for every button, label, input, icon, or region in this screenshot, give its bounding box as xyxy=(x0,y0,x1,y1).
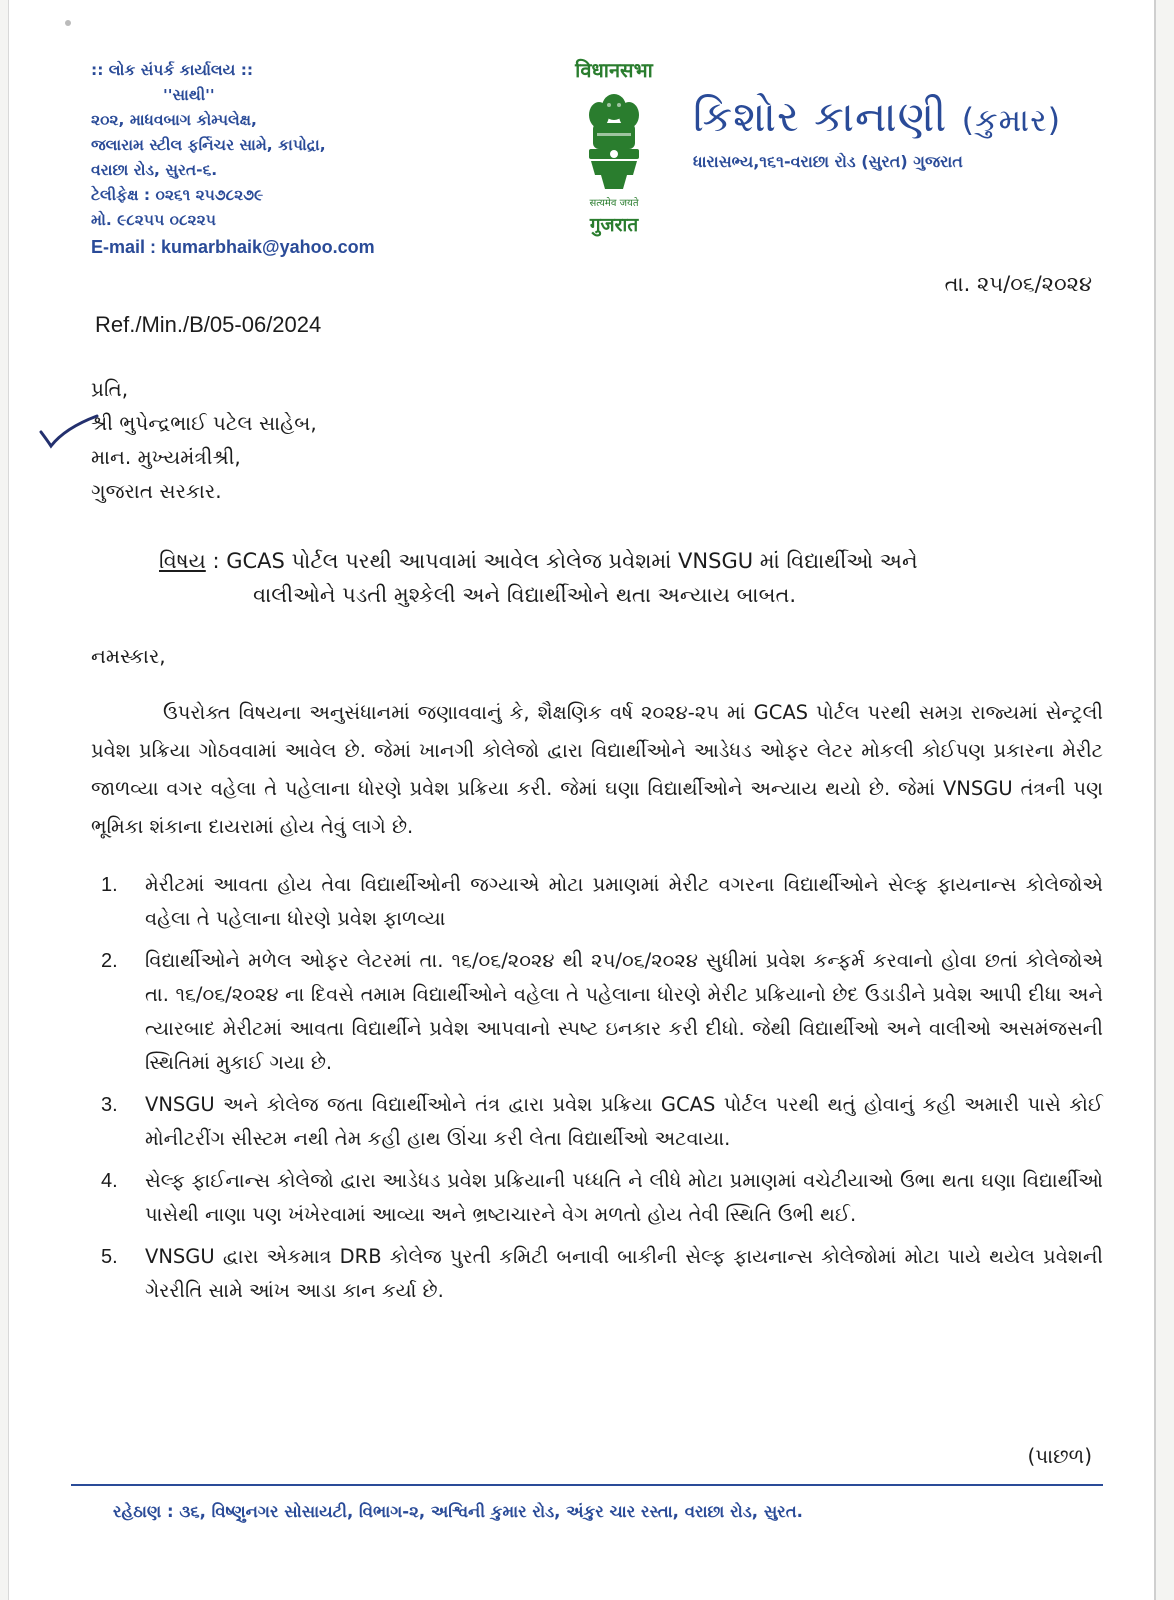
office-mobile: મો. ૯૮૨૫૫ ૦૮૨૨૫ xyxy=(91,211,216,229)
emblem-state-label: गुजरात xyxy=(589,214,639,236)
mla-name-block xyxy=(693,92,1113,172)
scan-mark xyxy=(65,20,71,26)
subject-label: વિષય xyxy=(159,549,206,573)
ashoka-emblem-icon xyxy=(579,89,649,193)
list-item-number: 4. xyxy=(101,1170,118,1192)
list-item xyxy=(101,1088,1103,1156)
continued-marker: (પાછળ) xyxy=(1027,1444,1092,1468)
list-item-number: 3. xyxy=(101,1094,118,1116)
recipient-line: ગુજરાત સરકાર. xyxy=(91,479,222,503)
mla-name xyxy=(693,92,1113,142)
letter-page xyxy=(8,0,1156,1600)
office-name: ''સાથી'' xyxy=(163,86,215,104)
office-address-block xyxy=(91,58,471,260)
list-item-text: મેરીટમાં આવતા હોય તેવા વિદ્યાર્થીઓની જગ્યાએ મોટા પ્રમાણમાં મેરીટ વગરના વિદ્યાર્થીઓને સેલ્ફ ફાયનાન્સ કોલેજોએ વહેલા તે પહેલાના ધોરણે પ્રવેશ ફાળવ્યા xyxy=(145,873,1103,930)
recipient-line: માન. મુખ્યમંત્રીશ્રી, xyxy=(91,445,241,469)
office-telefax: ટેલીફેક્ષ : ૦૨૬૧ ૨૫૭૮૨૭૯ xyxy=(91,186,264,204)
list-item-text: VNSGU અને કોલેજ જતા વિદ્યાર્થીઓને તંત્ર દ્વારા પ્રવેશ પ્રક્રિયા GCAS પોર્ટલ પરથી થતું હોવાનું કહી અમારી પાસે કોઈ મોનીટરીંગ સીસ્ટમ નથી તેમ કહી હાથ ઊંચા કરી લેતા વિદ્યાર્થીઓ અટવાયા. xyxy=(145,1093,1103,1150)
emblem-house-label: विधानसभा xyxy=(575,58,653,82)
list-item xyxy=(101,1240,1103,1308)
mla-alias: (કુમાર) xyxy=(961,101,1062,139)
points-list xyxy=(101,868,1103,1316)
mla-designation: ધારાસભ્ય,૧૬૧-વરાછા રોડ (સુરત) ગુજરાત xyxy=(693,152,963,171)
list-item xyxy=(101,1164,1103,1232)
subject-block xyxy=(159,544,1103,612)
list-item-number: 1. xyxy=(101,874,118,896)
footer-divider xyxy=(71,1484,1103,1486)
footer-residence: રહેઠાણ : ૩૬, વિષ્ણુનગર સોસાયટી, વિભાગ-૨, અશ્વિની કુમાર રોડ, અંકુર ચાર રસ્તા, વરાછા રોડ, સુરત. xyxy=(113,1502,803,1521)
greeting: નમસ્કાર, xyxy=(91,644,166,668)
list-item-text: વિદ્યાર્થીઓને મળેલ ઓફર લેટરમાં તા. ૧૬/૦૬/૨૦૨૪ થી ૨૫/૦૬/૨૦૨૪ સુધીમાં પ્રવેશ કન્ફર્મ કરવાનો હોવા છતાં કોલેજોએ તા. ૧૬/૦૬/૨૦૨૪ ના દિવસે તમામ વિદ્યાર્થીઓને વહેલા તે પહેલાના ધોરણે મેરીટ પ્રક્રિયાનો છેદ ઉડાડીને પ્રવેશ આપી દીધા અને ત્યારબાદ મેરીટમાં આવતા વિદ્યાર્થીને પ્રવેશ આપવાનો સ્પષ્ટ ઇનકાર કરી દીધો. જેથી વિદ્યાર્થીઓ અને વાલીઓ અસમંજસની સ્થિતિમાં મુકાઈ ગયા છે. xyxy=(145,949,1103,1074)
office-address-line: ૨૦૨, માધવબાગ કોમ્પલેક્ષ, xyxy=(91,111,257,129)
subject-line-2: વાલીઓને પડતી મુશ્કેલી અને વિદ્યાર્થીઓને થતા અન્યાય બાબત. xyxy=(253,583,797,607)
office-title: :: લોક સંપર્ક કાર્યાલય :: xyxy=(91,61,254,79)
office-address-line: વરાછા રોડ, સુરત-૬. xyxy=(91,161,218,179)
list-item xyxy=(101,944,1103,1080)
recipient-line: પ્રતિ, xyxy=(91,377,129,401)
list-item xyxy=(101,868,1103,936)
reference-number: Ref./Min./B/05-06/2024 xyxy=(95,312,322,337)
emblem-motto: सत्यमेव जयते xyxy=(589,198,639,209)
mla-name-text: કિશોર કાનાણી xyxy=(693,92,948,141)
office-address-line: જલારામ સ્ટીલ ફર્નિચર સામે, કાપોદ્રા, xyxy=(91,136,326,154)
office-email: E-mail : kumarbhaik@yahoo.com xyxy=(91,237,375,257)
list-item-number: 5. xyxy=(101,1246,118,1268)
recipient-block xyxy=(91,372,317,508)
intro-paragraph: ઉપરોક્ત વિષયના અનુસંધાનમાં જણાવવાનું કે, શૈક્ષણિક વર્ષ ૨૦૨૪-૨૫ માં GCAS પોર્ટલ પરથી સમગ્ર રાજ્યમાં સેન્ટ્રલી પ્રવેશ પ્રક્રિયા ગોઠવવામાં આવેલ છે. જેમાં ખાનગી કોલેજો દ્વારા વિદ્યાર્થીઓને આડેધડ ઓફર લેટર મોકલી કોઈપણ પ્રકારના મેરીટ જાળવ્યા વગર વહેલા તે પહેલાના ધોરણે પ્રવેશ પ્રક્રિયા કરી. જેમાં ઘણા વિદ્યાર્થીઓને અન્યાય થયો છે. જેમાં VNSGU તંત્રની પણ ભૂમિકા શંકાના દાયરામાં હોય તેવું લાગે છે. xyxy=(91,701,1103,838)
letter-date: તા. ૨૫/૦૬/૨૦૨૪ xyxy=(944,272,1092,296)
list-item-text: સેલ્ફ ફાઈનાન્સ કોલેજો દ્વારા આડેધડ પ્રવેશ પ્રક્રિયાની પધ્ધતિ ને લીધે મોટા પ્રમાણમાં વચેટીયાઓ ઉભા થતા ઘણા વિદ્યાર્થીઓ પાસેથી નાણા પણ ખંખેરવામાં આવ્યા અને ભ્રષ્ટાચારને વેગ મળતો હોય તેવી સ્થિતિ ઉભી થઈ. xyxy=(145,1169,1103,1226)
emblem-block xyxy=(554,56,674,237)
list-item-text: VNSGU દ્વારા એકમાત્ર DRB કોલેજ પુરતી કમિટી બનાવી બાકીની સેલ્ફ ફાયનાન્સ કોલેજોમાં મોટા પાયે થયેલ પ્રવેશની ગેરરીતિ સામે આંખ આડા કાન કર્યા છે. xyxy=(145,1245,1103,1302)
recipient-line: શ્રી ભુપેન્દ્રભાઈ પટેલ સાહેબ, xyxy=(91,411,317,435)
list-item-number: 2. xyxy=(101,950,118,972)
subject-line-1: : GCAS પોર્ટલ પરથી આપવામાં આવેલ કોલેજ પ્રવેશમાં VNSGU માં વિદ્યાર્થીઓ અને xyxy=(212,549,918,573)
